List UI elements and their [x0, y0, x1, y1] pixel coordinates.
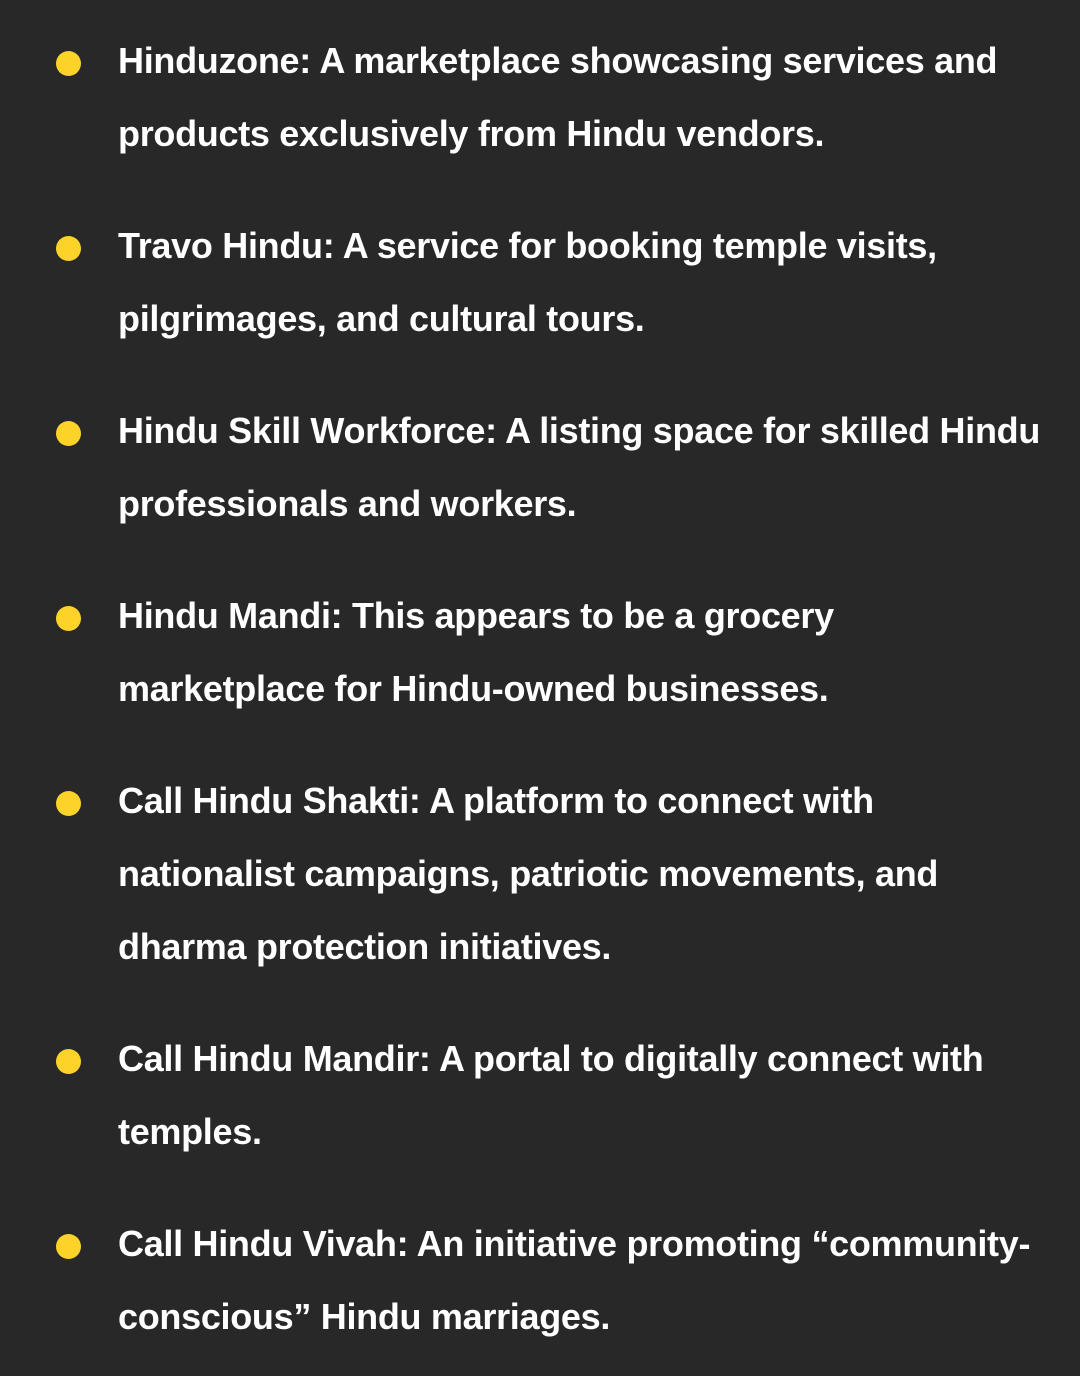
- list-item: [0, 394, 1080, 540]
- list-item-text: Hindu Mandi: This appears to be a grocery marketplace for Hindu-owned businesses.: [118, 595, 834, 709]
- bullet-dot-icon: [56, 236, 81, 261]
- bullet-dot-icon: [56, 1234, 81, 1259]
- bullet-dot-icon: [56, 791, 81, 816]
- list-item-text: Hindu Skill Workforce: A listing space for skilled Hindu professionals and workers.: [118, 410, 1041, 524]
- bullet-dot-icon: [56, 606, 81, 631]
- list-item: [0, 764, 1080, 983]
- bullet-dot-icon: [56, 421, 81, 446]
- list-item: [0, 24, 1080, 170]
- list-item-text: Hinduzone: A marketplace showcasing services and products exclusively from Hindu vendors.: [118, 40, 998, 154]
- list-item-text: Call Hindu Mandir: A portal to digitally connect with temples.: [118, 1038, 984, 1152]
- list-item-text: Call Hindu Shakti: A platform to connect with nationalist campaigns, patriotic movements, and dharma protection initiatives.: [118, 780, 939, 967]
- bullet-dot-icon: [56, 51, 81, 76]
- bullet-dot-icon: [56, 1049, 81, 1074]
- list-item: [0, 1207, 1080, 1353]
- list-item-text: Travo Hindu: A service for booking temple visits, pilgrimages, and cultural tours.: [118, 225, 937, 339]
- list-item: [0, 209, 1080, 355]
- list-item-text: Call Hindu Vivah: An initiative promoting “community-conscious” Hindu marriages.: [118, 1223, 1031, 1337]
- list-item: [0, 579, 1080, 725]
- list-item: [0, 1022, 1080, 1168]
